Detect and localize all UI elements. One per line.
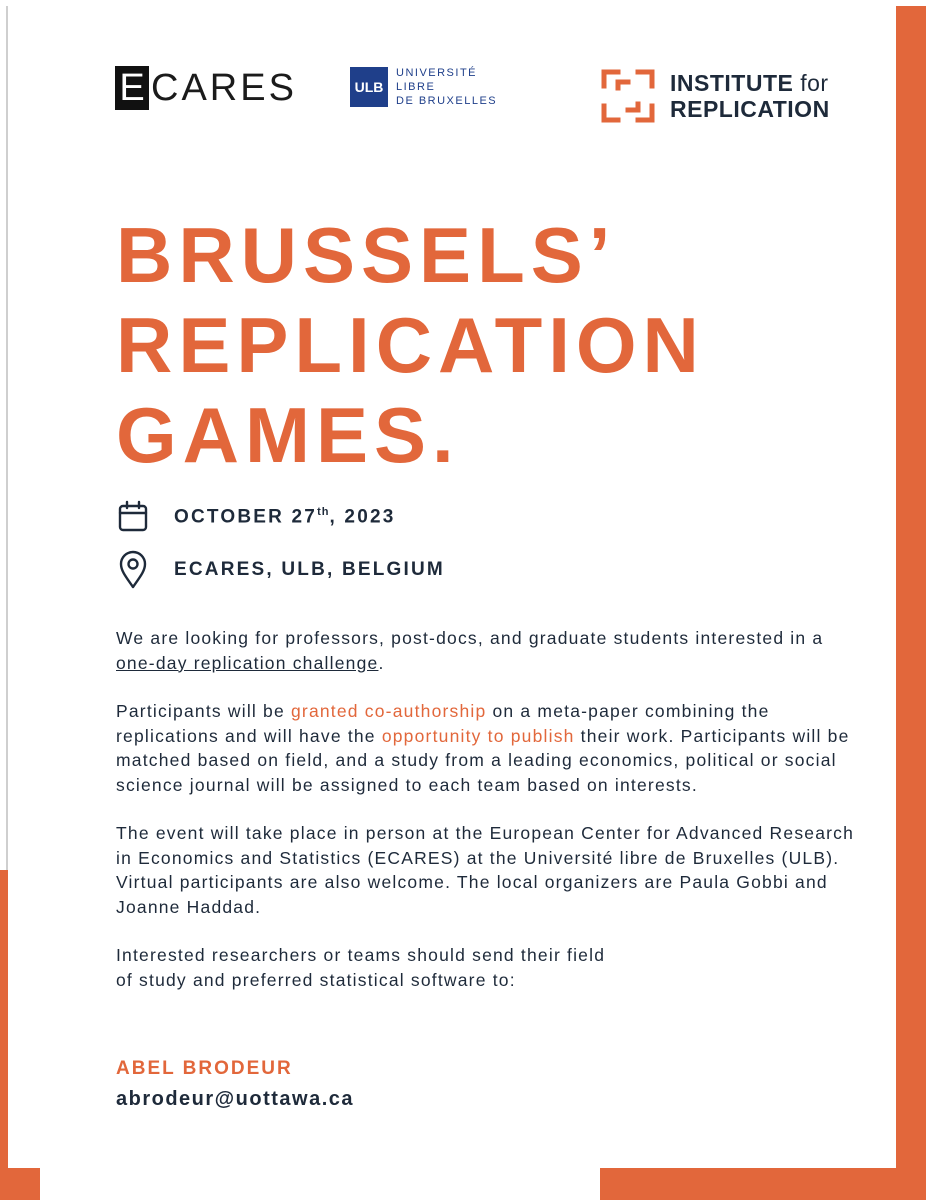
intro-end: . xyxy=(378,652,385,673)
i4r-for: for xyxy=(800,70,829,96)
highlight-coauthorship: granted co-authorship xyxy=(290,701,487,721)
highlight-publish: opportunity to publish xyxy=(381,725,575,746)
calendar-icon xyxy=(116,500,150,534)
ulb-logo xyxy=(350,66,497,108)
event-date-row xyxy=(116,500,396,534)
instructions-line-1: Interested researchers or teams should send their field xyxy=(116,945,606,965)
ulb-line-3: DE BRUXELLES xyxy=(396,95,498,107)
paragraph-contact-instructions xyxy=(116,943,856,992)
ecares-logo xyxy=(115,66,297,110)
map-pin-icon xyxy=(116,550,150,590)
challenge-link[interactable]: one-day replication challenge xyxy=(116,652,379,673)
bracket-frame-icon xyxy=(600,68,656,124)
instructions-line-2: of study and preferred statistical software to: xyxy=(116,969,516,990)
date-ordinal: th xyxy=(317,505,330,518)
i4r-logo xyxy=(600,68,830,124)
event-location-row xyxy=(116,550,445,590)
title-line-3: GAMES. xyxy=(116,391,460,479)
paragraph-intro xyxy=(116,626,856,675)
ecares-logo-box: E xyxy=(115,66,149,110)
event-title xyxy=(116,210,705,480)
i4r-institute: INSTITUTE xyxy=(670,70,794,96)
ulb-logo-text xyxy=(396,66,497,108)
participants-text-a: Participants will be xyxy=(116,701,291,721)
event-description xyxy=(116,626,856,1016)
page-edge xyxy=(6,6,8,870)
paragraph-venue: The event will take place in person at the European Center for Advanced Research in Economics and Statistics (ECARES) at the Université libre de Bruxelles (ULB). Virtual participants are also welcome. The local organizers are Paula Gobbi and Joanne Haddad. xyxy=(116,823,855,917)
i4r-replication: REPLICATION xyxy=(670,96,830,122)
ulb-logo-box: ULB xyxy=(350,67,388,107)
ulb-line-2: LIBRE xyxy=(396,81,436,93)
date-main: OCTOBER 27 xyxy=(174,506,318,528)
contact-name: ABEL BRODEUR xyxy=(116,1058,293,1079)
date-year: , 2023 xyxy=(329,506,396,528)
event-date xyxy=(174,506,396,528)
ulb-line-1: UNIVERSITÉ xyxy=(396,67,478,79)
contact-email[interactable]: abrodeur@uottawa.ca xyxy=(116,1088,355,1110)
title-line-2: REPLICATION xyxy=(116,301,705,389)
intro-text: We are looking for professors, post-docs, and graduate students interested in a xyxy=(116,628,824,648)
i4r-logo-text xyxy=(670,70,830,122)
participants-text-c: their work. Participants will be matched based on field, and a study from a leading economics, political or social science journal will be assigned to each team based on interests. xyxy=(116,725,850,795)
title-line-1: BRUSSELS’ xyxy=(116,211,617,299)
event-location: ECARES, ULB, BELGIUM xyxy=(174,559,445,580)
paragraph-participants xyxy=(116,699,856,797)
participants-text-b: on a meta-paper combining the replications and will have the xyxy=(116,701,770,746)
ecares-logo-text: CARES xyxy=(151,67,297,109)
